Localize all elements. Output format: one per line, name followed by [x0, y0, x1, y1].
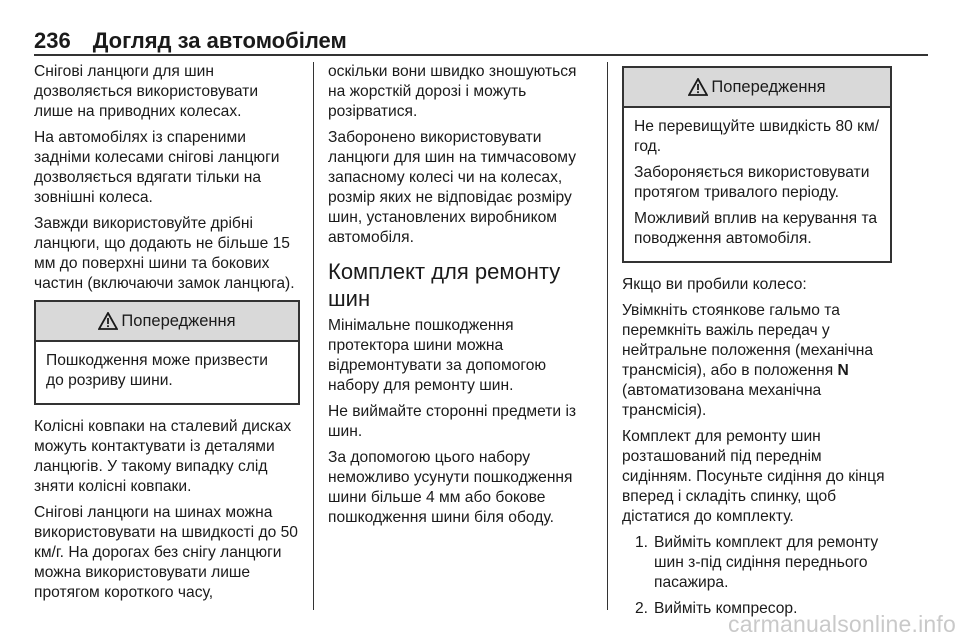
warning-text: Забороняється використовувати протягом тривалого періоду. [634, 164, 870, 201]
watermark: carmanualsonline.info [728, 611, 956, 637]
section-heading: Комплект для ремонту шин [328, 259, 561, 311]
page-header [34, 26, 928, 56]
list-item [622, 533, 892, 593]
paragraph: Не виймайте сторонні предмети із шин. [328, 403, 577, 440]
paragraph-text: Увімкніть стоянкове гальмо та перемкніть важіль передач у нейтральне положення (механічна трансмісія), або в положення [622, 302, 873, 379]
column-3 [622, 62, 892, 625]
step-number: 1. [634, 534, 648, 551]
warning-body [36, 342, 298, 403]
warning-text: Не перевищуйте швидкість 80 км/год. [634, 118, 880, 155]
column-2 [328, 62, 596, 534]
paragraph: Заборонено використовувати ланцюги для шин на тимчасовому запасному колесі чи на колесах, розмір яких не відповідає розміру шин, установлених виробником автомобіля. [328, 129, 576, 246]
paragraph: На автомобілях із спареними задніми колесами снігові ланцюги дозволяється вдягати тільки на зовнішні колеса. [34, 129, 280, 206]
warning-triangle-icon [688, 78, 708, 96]
warning-header [624, 68, 890, 108]
warning-text: Пошкодження може призвести до розриву шини. [46, 352, 268, 389]
paragraph-text: (автоматизована механічна трансмісія). [622, 382, 822, 419]
page-title: Догляд за автомобілем [92, 28, 347, 53]
warning-header [36, 302, 298, 342]
step-number: 2. [634, 600, 648, 617]
paragraph: Колісні ковпаки на сталевий дисках можуть контактувати із деталями ланцюгів. У такому випадку слід зняти колісні ковпаки. [34, 418, 292, 495]
paragraph: Снігові ланцюги для шин дозволяється використовувати лише на приводних колесах. [34, 63, 259, 120]
warning-title: Попередження [711, 78, 826, 96]
paragraph: Якщо ви пробили колесо: [622, 276, 807, 293]
warning-box [34, 300, 300, 405]
warning-box [622, 66, 892, 263]
gear-position-n: N [837, 362, 849, 379]
paragraph [622, 301, 892, 421]
paragraph: Комплект для ремонту шин розташований під переднім сидінням. Посуньте сидіння до кінця вперед і складіть спинку, щоб дістатися до комплекту. [622, 428, 885, 525]
warning-triangle-icon [98, 312, 118, 330]
warning-text: Можливий вплив на керування та поводження автомобіля. [634, 210, 878, 247]
paragraph: оскільки вони швидко зношуються на жорсткій дорозі і можуть розірватися. [328, 63, 577, 120]
paragraph: Мінімальне пошкодження протектора шини можна відремонтувати за допомогою набору для ремонту шин. [328, 317, 547, 394]
page-number: 236 [34, 28, 71, 53]
paragraph: Завжди використовуйте дрібні ланцюги, що додають не більше 15 мм до поверхні шини та бокових частин (включаючи замок ланцюга). [34, 215, 295, 292]
column-1 [34, 62, 300, 609]
step-text: Вийміть комплект для ремонту шин з-під сидіння переднього пасажира. [654, 534, 879, 591]
warning-body [624, 108, 890, 261]
step-text: Вийміть компресор. [654, 600, 798, 617]
column-divider [313, 62, 314, 610]
paragraph: За допомогою цього набору неможливо усунути пошкодження шини більше 4 мм або бокове пошкодження шини біля ободу. [328, 449, 573, 526]
paragraph: Снігові ланцюги на шинах можна використовувати на швидкості до 50 км/г. На дорогах без снігу ланцюги можна використовувати лише протягом короткого часу, [34, 504, 298, 601]
warning-title: Попередження [121, 312, 236, 330]
steps-list [622, 533, 892, 619]
column-divider [607, 62, 608, 610]
